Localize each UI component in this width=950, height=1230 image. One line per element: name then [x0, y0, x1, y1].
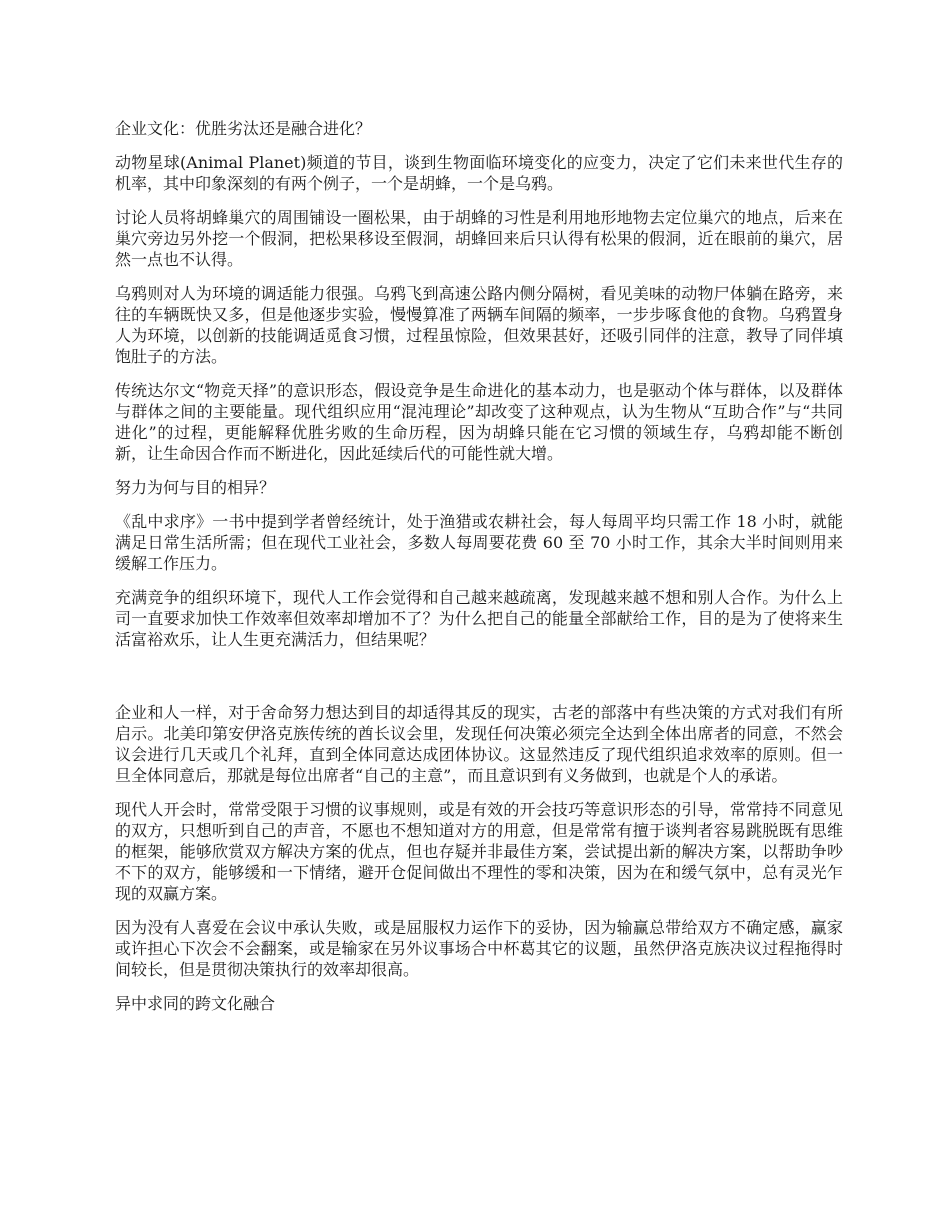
paragraph-wasp-experiment: 讨论人员将胡蜂巢穴的周围铺设一圈松果，由于胡蜂的习性是利用地形地物去定位巢穴的地点，后来在巢穴旁边另外挖一个假洞，把松果移设至假洞，胡蜂回来后只认得有松果的假洞，近在眼前的巢穴，居然一点也不认得。 — [115, 208, 843, 269]
section-heading-effort-purpose: 努力为何与目的相异？ — [115, 478, 276, 497]
paragraph-order-in-chaos: 《乱中求序》一书中提到学者曾经统计，处于渔猎或农耕社会，每人每周平均只需工作 18 小时，就能满足日常生活所需；但在现代工业社会，多数人每周要花费 60 至 70 小时工作，其余大半时间则用来缓解工作压力。 — [115, 512, 843, 573]
document-page — [115, 118, 843, 1027]
paragraph-darwin-chaos-theory: 传统达尔文“物竞天择”的意识形态，假设竞争是生命进化的基本动力，也是驱动个体与群体，以及群体与群体之间的主要能量。现代组织应用“混沌理论”却改变了这种观点，认为生物从“互助合作”与“共同进化”的过程，更能解释优胜劣败的生命历程，因为胡蜂只能在它习惯的领域生存，乌鸦却能不断创新，让生命因合作而不断进化，因此延续后代的可能性就大增。 — [115, 381, 843, 463]
paragraph-competition-environment: 充满竞争的组织环境下，现代人工作会觉得和自己越来越疏离，发现越来越不想和别人合作。为什么上司一直要求加快工作效率但效率却增加不了？为什么把自己的能量全部献给工作，目的是为了使将来生活富裕欢乐，让人生更充满活力，但结果呢？ — [115, 588, 843, 649]
section-heading-cross-cultural: 异中求同的跨文化融合 — [115, 994, 276, 1013]
blank-spacer — [115, 663, 843, 702]
paragraph-iroquois-council: 企业和人一样，对于舍命努力想达到目的却适得其反的现实，古老的部落中有些决策的方式对我们有所启示。北美印第安伊洛克族传统的酋长议会里，发现任何决策必须完全达到全体出席者的同意，不然会议会进行几天或几个礼拜，直到全体同意达成团体协议。这显然违反了现代组织追求效率的原则。但一旦全体同意后，那就是每位出席者“自己的主意”，而且意识到有义务做到，也就是个人的承诺。 — [115, 703, 843, 785]
paragraph-animal-planet: 动物星球(Animal Planet)频道的节目，谈到生物面临环境变化的应变力，决定了它们未来世代生存的机率，其中印象深刻的有两个例子，一个是胡蜂，一个是乌鸦。 — [115, 153, 843, 193]
paragraph-modern-meetings: 现代人开会时，常常受限于习惯的议事规则，或是有效的开会技巧等意识形态的引导，常常持不同意见的双方，只想听到自己的声音，不愿也不想知道对方的用意，但是常常有擅于谈判者容易跳脱既有思维的框架，能够欣赏双方解决方案的优点，但也存疑并非最佳方案，尝试提出新的解决方案，以帮助争吵不下的双方，能够缓和一下情绪，避开仓促间做出不理性的零和决策，因为在和缓气氛中，总有灵光乍现的双赢方案。 — [115, 800, 843, 903]
paragraph-no-one-likes-failure: 因为没有人喜爱在会议中承认失败，或是屈服权力运作下的妥协，因为输赢总带给双方不确定感，赢家或许担心下次会不会翻案，或是输家在另外议事场合中杯葛其它的议题，虽然伊洛克族决议过程拖得时间较长，但是贯彻决策执行的效率却很高。 — [115, 918, 843, 979]
section-heading-corporate-culture: 企业文化：优胜劣汰还是融合进化？ — [115, 119, 372, 138]
paragraph-crow-adaptation: 乌鸦则对人为环境的调适能力很强。乌鸦飞到高速公路内侧分隔树，看见美味的动物尸体躺在路旁，来往的车辆既快又多，但是他逐步实验，慢慢算准了两辆车间隔的频率，一步步啄食他的食物。乌鸦置身人为环境，以创新的技能调适觅食习惯，过程虽惊险，但效果甚好，还吸引同伴的注意，教导了同伴填饱肚子的方法。 — [115, 284, 843, 366]
